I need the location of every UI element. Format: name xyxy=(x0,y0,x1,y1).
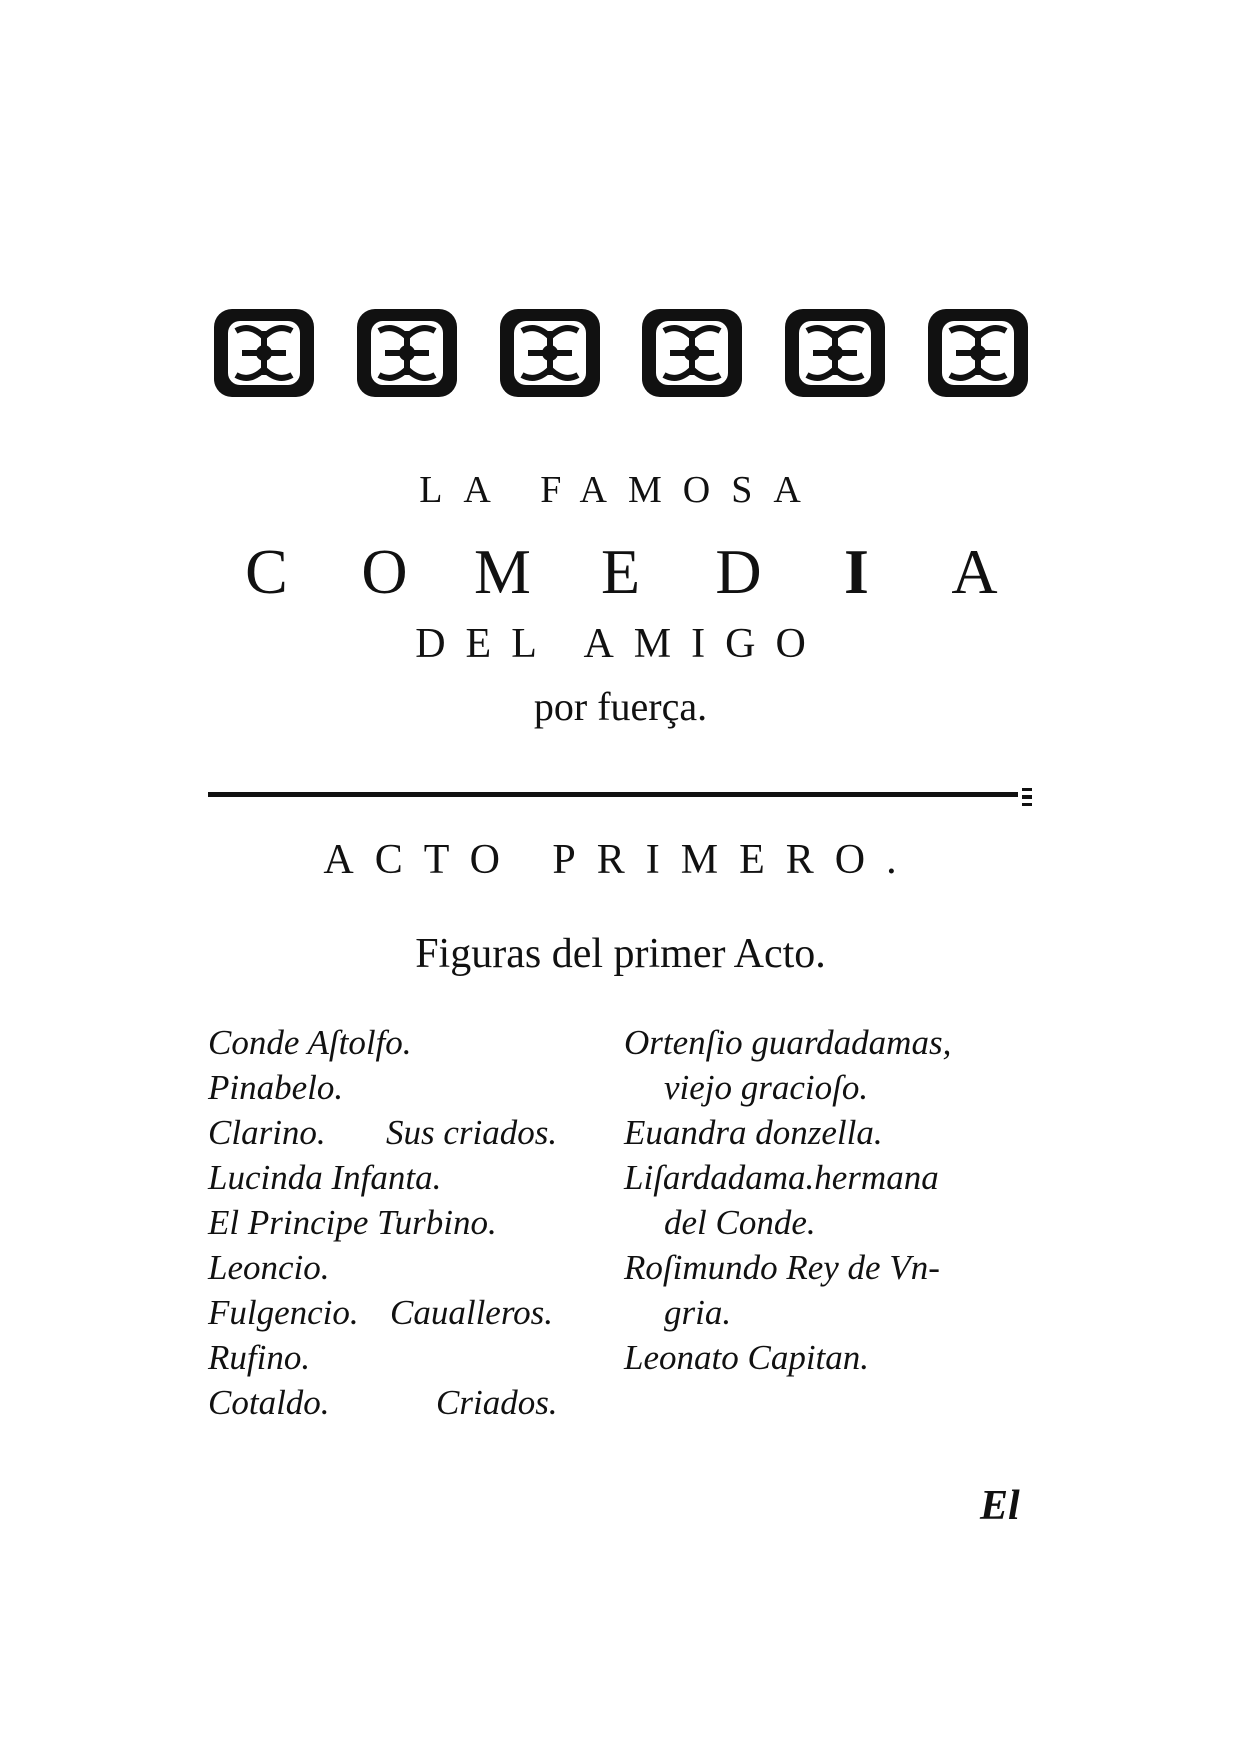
fleuron-ornament-icon xyxy=(208,301,320,405)
divider-rule xyxy=(208,786,1034,808)
cast-list-right xyxy=(624,1020,951,1380)
cast-name: Pinabelo. xyxy=(208,1068,344,1107)
fleuron-ornament-icon xyxy=(636,301,748,405)
catchword: El xyxy=(980,1483,1020,1529)
cast-row: Liſardadama.hermana xyxy=(624,1158,939,1197)
title-comedia xyxy=(0,535,1241,609)
title-letter: I xyxy=(844,536,869,607)
cast-name: Fulgencio. xyxy=(208,1293,359,1332)
cast-aside: Criados. xyxy=(436,1383,558,1422)
cast-aside: Caualleros. xyxy=(390,1293,554,1332)
title-por-fuerca: por fuerça. xyxy=(533,684,708,729)
fleuron-ornament-icon xyxy=(922,301,1034,405)
cast-name: Leoncio. xyxy=(208,1248,330,1287)
cast-row xyxy=(208,1020,497,1065)
cast-list-left xyxy=(208,1020,558,1425)
cast-aside: Sus criados. xyxy=(386,1113,558,1152)
ornament-band xyxy=(208,298,1034,408)
cast-row: Roſimundo Rey de Vn- xyxy=(624,1248,940,1287)
cast-name: El Principe Turbino. xyxy=(208,1203,497,1242)
title-letter: E xyxy=(600,536,641,607)
cast-name: Lucinda Infanta. xyxy=(208,1158,442,1197)
cast-row: Ortenſio guardadamas, xyxy=(624,1023,952,1062)
cast-row xyxy=(208,1065,497,1110)
fleuron-ornament-icon xyxy=(351,301,463,405)
cast-row: del Conde. xyxy=(664,1203,816,1242)
cast-row: viejo gracioſo. xyxy=(664,1068,869,1107)
figures-heading: Figuras del primer Acto. xyxy=(415,931,826,977)
cast-row: Leonato Capitan. xyxy=(624,1338,870,1377)
fleuron-ornament-icon xyxy=(494,301,606,405)
cast-row xyxy=(208,1200,497,1245)
cast-row xyxy=(208,1335,497,1380)
cast-row xyxy=(208,1155,497,1200)
title-letter: C xyxy=(245,536,288,607)
cast-row: Euandra donzella. xyxy=(624,1113,883,1152)
cast-name: Rufino. xyxy=(208,1338,311,1377)
cast-row xyxy=(208,1110,558,1155)
cast-name: Clarino. xyxy=(208,1113,326,1152)
fleuron-ornament-icon xyxy=(779,301,891,405)
cast-row xyxy=(208,1245,497,1290)
act-title: ACTO PRIMERO. xyxy=(323,837,918,883)
title-letter: D xyxy=(715,536,762,607)
title-letter: M xyxy=(474,536,531,607)
cast-row xyxy=(208,1380,558,1425)
cast-row xyxy=(208,1290,554,1335)
cast-name: Cotaldo. xyxy=(208,1383,330,1422)
title-letter: A xyxy=(951,536,998,607)
cast-name: Conde Aſtolfo. xyxy=(208,1023,412,1062)
title-la-famosa: LA FAMOSA xyxy=(419,469,822,511)
title-del-amigo: DEL AMIGO xyxy=(415,621,826,667)
cast-row: gria. xyxy=(664,1293,732,1332)
title-letter: O xyxy=(361,536,408,607)
